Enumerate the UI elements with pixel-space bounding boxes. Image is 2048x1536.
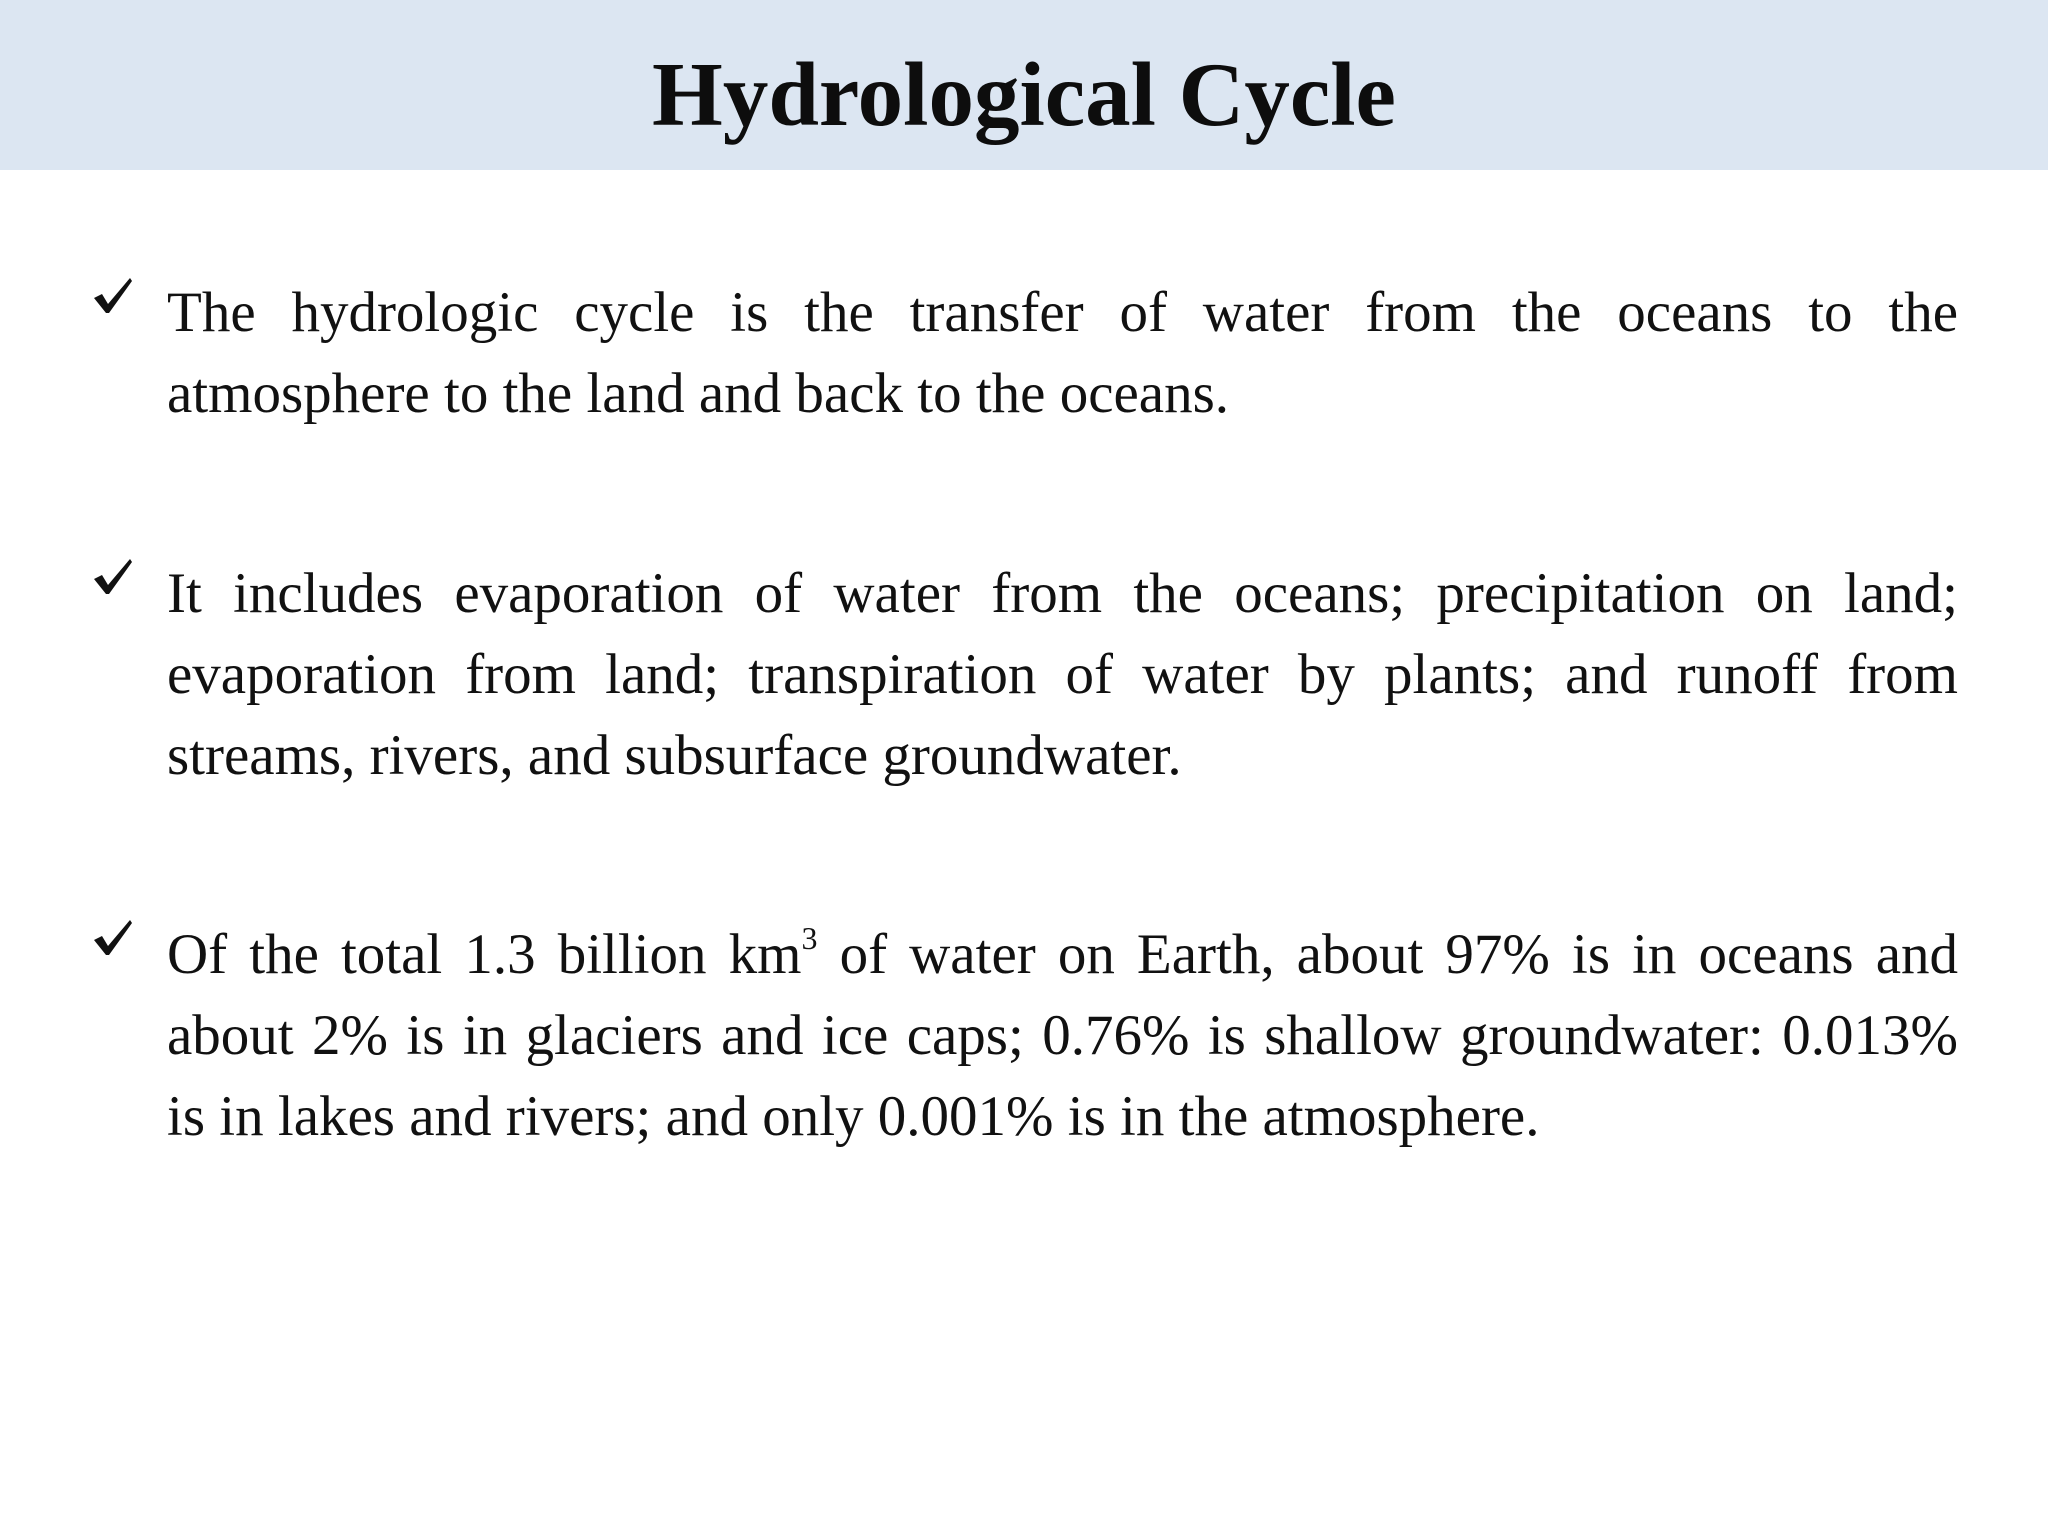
checkmark-icon xyxy=(88,553,148,613)
bullet-text-start: Of the total 1.3 billion km xyxy=(167,923,802,986)
checkmark-icon xyxy=(88,914,148,974)
bullet-text-end: of water on Earth, about 97% is in oceans and about 2% is in glaciers and ice caps; 0.76% is shallow groundwater: 0.013% is in lakes and rivers; and only 0.001% is in the atmosphere. xyxy=(167,923,1958,1148)
superscript-exponent: 3 xyxy=(801,920,818,956)
bullet-text xyxy=(167,914,1958,1157)
bullet-text: The hydrologic cycle is the transfer of water from the oceans to the atmosphere to the land and back to the oceans. xyxy=(167,281,1958,425)
slide-title: Hydrological Cycle xyxy=(652,44,1396,145)
bullet-text: It includes evaporation of water from the oceans; precipitation on land; evaporation from land; transpiration of water by plants; and runoff from streams, rivers, and subsurface groundwater. xyxy=(167,562,1958,787)
checkmark-icon xyxy=(88,272,148,332)
